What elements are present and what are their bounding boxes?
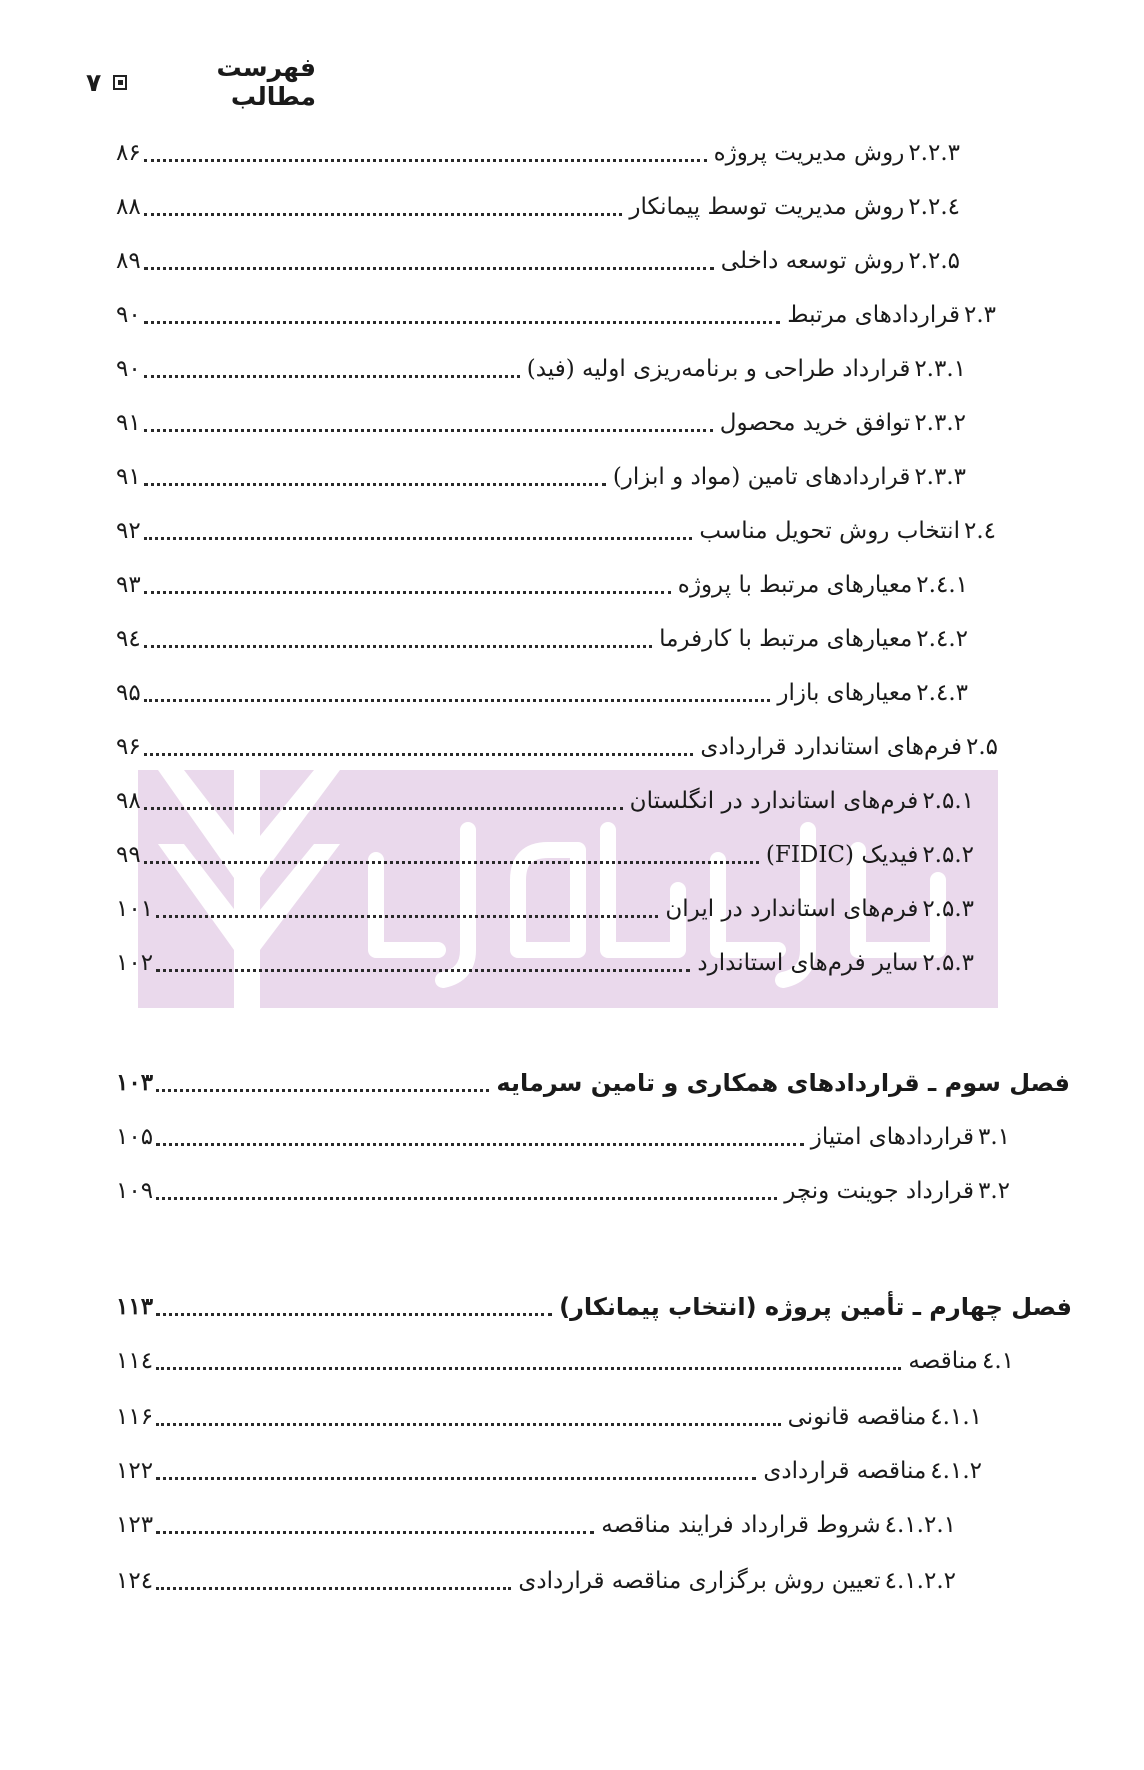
toc-entry-title: فیدیک (FIDIC) bbox=[765, 842, 919, 868]
toc-entry-page: ۱۰۲ bbox=[116, 950, 154, 976]
toc-entry[interactable] bbox=[116, 1388, 982, 1432]
toc-entry-title: مناقصه قراردادی bbox=[763, 1458, 927, 1484]
dot-leader bbox=[156, 1393, 781, 1426]
header-page-number: ۷ bbox=[86, 67, 102, 97]
toc-entry-page: ۹۹ bbox=[116, 842, 141, 868]
toc-entry-title: قراردادهای تامین (مواد و ابزار) bbox=[612, 464, 911, 490]
toc-entry-number: ۲.۳ bbox=[963, 302, 996, 328]
toc-entry-page: ۹۵ bbox=[116, 680, 141, 706]
toc-entry[interactable] bbox=[116, 1496, 956, 1540]
toc-entry[interactable] bbox=[116, 880, 974, 924]
toc-entry-number: ۲.۳.۱ bbox=[914, 356, 966, 382]
toc-entry[interactable] bbox=[116, 1108, 1010, 1152]
toc-entry-number: ٤.۱.۲.۲ bbox=[884, 1568, 956, 1594]
toc-entry-page: ۱۰۵ bbox=[116, 1124, 154, 1150]
toc-entry-page: ۸۸ bbox=[116, 194, 141, 220]
toc-entry-number: ۲.٤ bbox=[963, 518, 996, 544]
toc-entry[interactable] bbox=[116, 178, 960, 222]
toc-entry-page: ۱۰۳ bbox=[116, 1069, 154, 1096]
toc-entry-number: ۲.۵ bbox=[965, 734, 998, 760]
toc-entry-title: فرم‌های استاندارد قراردادی bbox=[700, 734, 962, 760]
toc-entry-title: روش مدیریت توسط پیمانکار bbox=[629, 194, 905, 220]
toc-entry[interactable] bbox=[116, 340, 966, 384]
toc-entry-number: ۲.۵.۳ bbox=[922, 950, 974, 976]
dot-leader bbox=[156, 1113, 804, 1146]
toc-entry-title: قراردادهای مرتبط bbox=[787, 302, 960, 328]
toc-entry-page: ۹۰ bbox=[116, 356, 141, 382]
toc-entry-page: ۱۰۹ bbox=[116, 1178, 154, 1204]
dot-leader bbox=[156, 1059, 489, 1092]
dot-leader bbox=[144, 183, 623, 216]
toc-entry-page: ۹۱ bbox=[116, 464, 141, 490]
dot-leader bbox=[144, 345, 520, 378]
toc-entry-page: ۹۸ bbox=[116, 788, 141, 814]
toc-entry[interactable] bbox=[116, 1332, 1014, 1376]
toc-entry-page: ۱۲٤ bbox=[116, 1568, 154, 1594]
toc-entry[interactable] bbox=[116, 1162, 1010, 1206]
dot-leader bbox=[156, 1501, 594, 1534]
dot-leader bbox=[156, 939, 690, 972]
toc-entry-number: ۲.۵.۳ bbox=[922, 896, 974, 922]
toc-entry-number: ٤.۱.۲.۱ bbox=[884, 1512, 956, 1538]
dot-leader bbox=[144, 291, 781, 324]
toc-entry-title: شروط قرارداد فرایند مناقصه bbox=[601, 1512, 881, 1538]
toc-entry[interactable] bbox=[116, 826, 974, 870]
dot-leader bbox=[144, 129, 707, 162]
toc-entry-title: توافق خرید محصول bbox=[719, 410, 911, 436]
toc-entry-number: ۲.۳.۳ bbox=[914, 464, 966, 490]
toc-entry[interactable] bbox=[116, 232, 960, 276]
toc-chapter-title: فصل سوم ـ قراردادهای همکاری و تامین سرمایه bbox=[496, 1069, 1070, 1097]
toc-entry-number: ۲.۲.۳ bbox=[908, 140, 960, 166]
dot-leader bbox=[156, 1557, 511, 1590]
toc-entry-number: ۳.۱ bbox=[977, 1124, 1010, 1150]
toc-entry-page: ۱۱۶ bbox=[116, 1404, 154, 1430]
toc-entry-page: ۸۹ bbox=[116, 248, 141, 274]
toc-entry-title: قراردادهای امتیاز bbox=[810, 1124, 974, 1150]
toc-entry-title: تعیین روش برگزاری مناقصه قراردادی bbox=[518, 1568, 881, 1594]
toc-entry[interactable] bbox=[116, 610, 968, 654]
toc-entry[interactable] bbox=[116, 1442, 982, 1486]
toc-entry[interactable] bbox=[116, 1552, 956, 1596]
toc-entry-page: ۹۶ bbox=[116, 734, 141, 760]
dot-leader bbox=[144, 669, 771, 702]
dot-leader bbox=[144, 831, 759, 864]
toc-entry-page: ۹٤ bbox=[116, 626, 141, 652]
dot-leader bbox=[156, 885, 658, 918]
toc-entry-page: ۹۳ bbox=[116, 572, 141, 598]
toc-entry-number: ۲.٤.۳ bbox=[916, 680, 968, 706]
toc-entry-title: فرم‌های استاندارد در انگلستان bbox=[629, 788, 919, 814]
toc-entry-page: ۸۶ bbox=[116, 140, 141, 166]
toc-entry[interactable] bbox=[116, 502, 996, 546]
toc-entry-title: قرارداد طراحی و برنامه‌ریزی اولیه (فید) bbox=[526, 356, 911, 382]
toc-entry-page: ۱۱۳ bbox=[116, 1293, 154, 1320]
dot-leader bbox=[144, 237, 714, 270]
toc-entry[interactable] bbox=[116, 556, 968, 600]
toc-entry-number: ۲.٤.۲ bbox=[916, 626, 968, 652]
dot-leader bbox=[144, 615, 652, 648]
toc-entry-page: ۹۲ bbox=[116, 518, 141, 544]
toc-entry[interactable] bbox=[116, 664, 968, 708]
toc-entry-page: ۱۱٤ bbox=[116, 1348, 154, 1374]
toc-entry-number: ٤.۱.۲ bbox=[930, 1458, 982, 1484]
dot-leader bbox=[144, 777, 623, 810]
toc-entry-page: ۱۲۲ bbox=[116, 1458, 154, 1484]
toc-entry-title: مناقصه قانونی bbox=[787, 1404, 927, 1430]
toc-entry-number: ٤.۱ bbox=[981, 1348, 1014, 1374]
dot-leader bbox=[144, 507, 693, 540]
toc-entry[interactable] bbox=[116, 448, 966, 492]
toc-entry[interactable] bbox=[116, 286, 996, 330]
dot-leader bbox=[156, 1447, 756, 1480]
toc-entry-title: قرارداد جوینت ونچر bbox=[784, 1178, 974, 1204]
toc-entry[interactable] bbox=[116, 394, 966, 438]
toc-entry-page: ۹۰ bbox=[116, 302, 141, 328]
toc-entry-number: ۳.۲ bbox=[977, 1178, 1010, 1204]
toc-entry-title: روش توسعه داخلی bbox=[720, 248, 905, 274]
header-title: فهرست مطالب bbox=[216, 53, 316, 111]
toc-chapter-entry[interactable] bbox=[116, 1054, 1070, 1098]
toc-chapter-title: فصل چهارم ـ تأمین پروژه (انتخاب پیمانکار) bbox=[559, 1293, 1072, 1321]
dot-leader bbox=[156, 1337, 901, 1370]
dot-leader bbox=[156, 1167, 777, 1200]
toc-entry-title: روش مدیریت پروژه bbox=[713, 140, 905, 166]
toc-entry-number: ۲.٤.۱ bbox=[916, 572, 968, 598]
toc-entry[interactable] bbox=[116, 934, 974, 978]
toc-entry[interactable] bbox=[116, 718, 998, 762]
toc-entry-number: ۲.۵.۲ bbox=[922, 842, 974, 868]
toc-entry-number: ۲.۲.٤ bbox=[908, 194, 960, 220]
toc-entry-title: فرم‌های استاندارد در ایران bbox=[665, 896, 919, 922]
toc-entry-title: معیارهای بازار bbox=[777, 680, 913, 706]
toc-entry-page: ۱۲۳ bbox=[116, 1512, 154, 1538]
toc-entry-number: ۲.۵.۱ bbox=[922, 788, 974, 814]
toc-entry[interactable] bbox=[116, 124, 960, 168]
toc-entry-title: معیارهای مرتبط با پروژه bbox=[677, 572, 913, 598]
toc-entry-title: سایر فرم‌های استاندارد bbox=[697, 950, 919, 976]
dot-leader bbox=[156, 1283, 552, 1316]
dot-leader bbox=[144, 453, 606, 486]
toc-entry-page: ۱۰۱ bbox=[116, 896, 154, 922]
dot-leader bbox=[144, 723, 694, 756]
toc-entry-title: انتخاب روش تحویل مناسب bbox=[699, 518, 960, 544]
dot-leader bbox=[144, 561, 671, 594]
toc-entry-number: ۲.۳.۲ bbox=[914, 410, 966, 436]
toc-entry-number: ۲.۲.۵ bbox=[908, 248, 960, 274]
dot-leader bbox=[144, 399, 713, 432]
toc-entry-title: مناقصه bbox=[908, 1348, 978, 1374]
toc-entry-page: ۹۱ bbox=[116, 410, 141, 436]
toc-entry-title: معیارهای مرتبط با کارفرما bbox=[659, 626, 913, 652]
toc-chapter-entry[interactable] bbox=[116, 1278, 1072, 1322]
toc-entry[interactable] bbox=[116, 772, 974, 816]
toc-entry-number: ٤.۱.۱ bbox=[930, 1404, 982, 1430]
